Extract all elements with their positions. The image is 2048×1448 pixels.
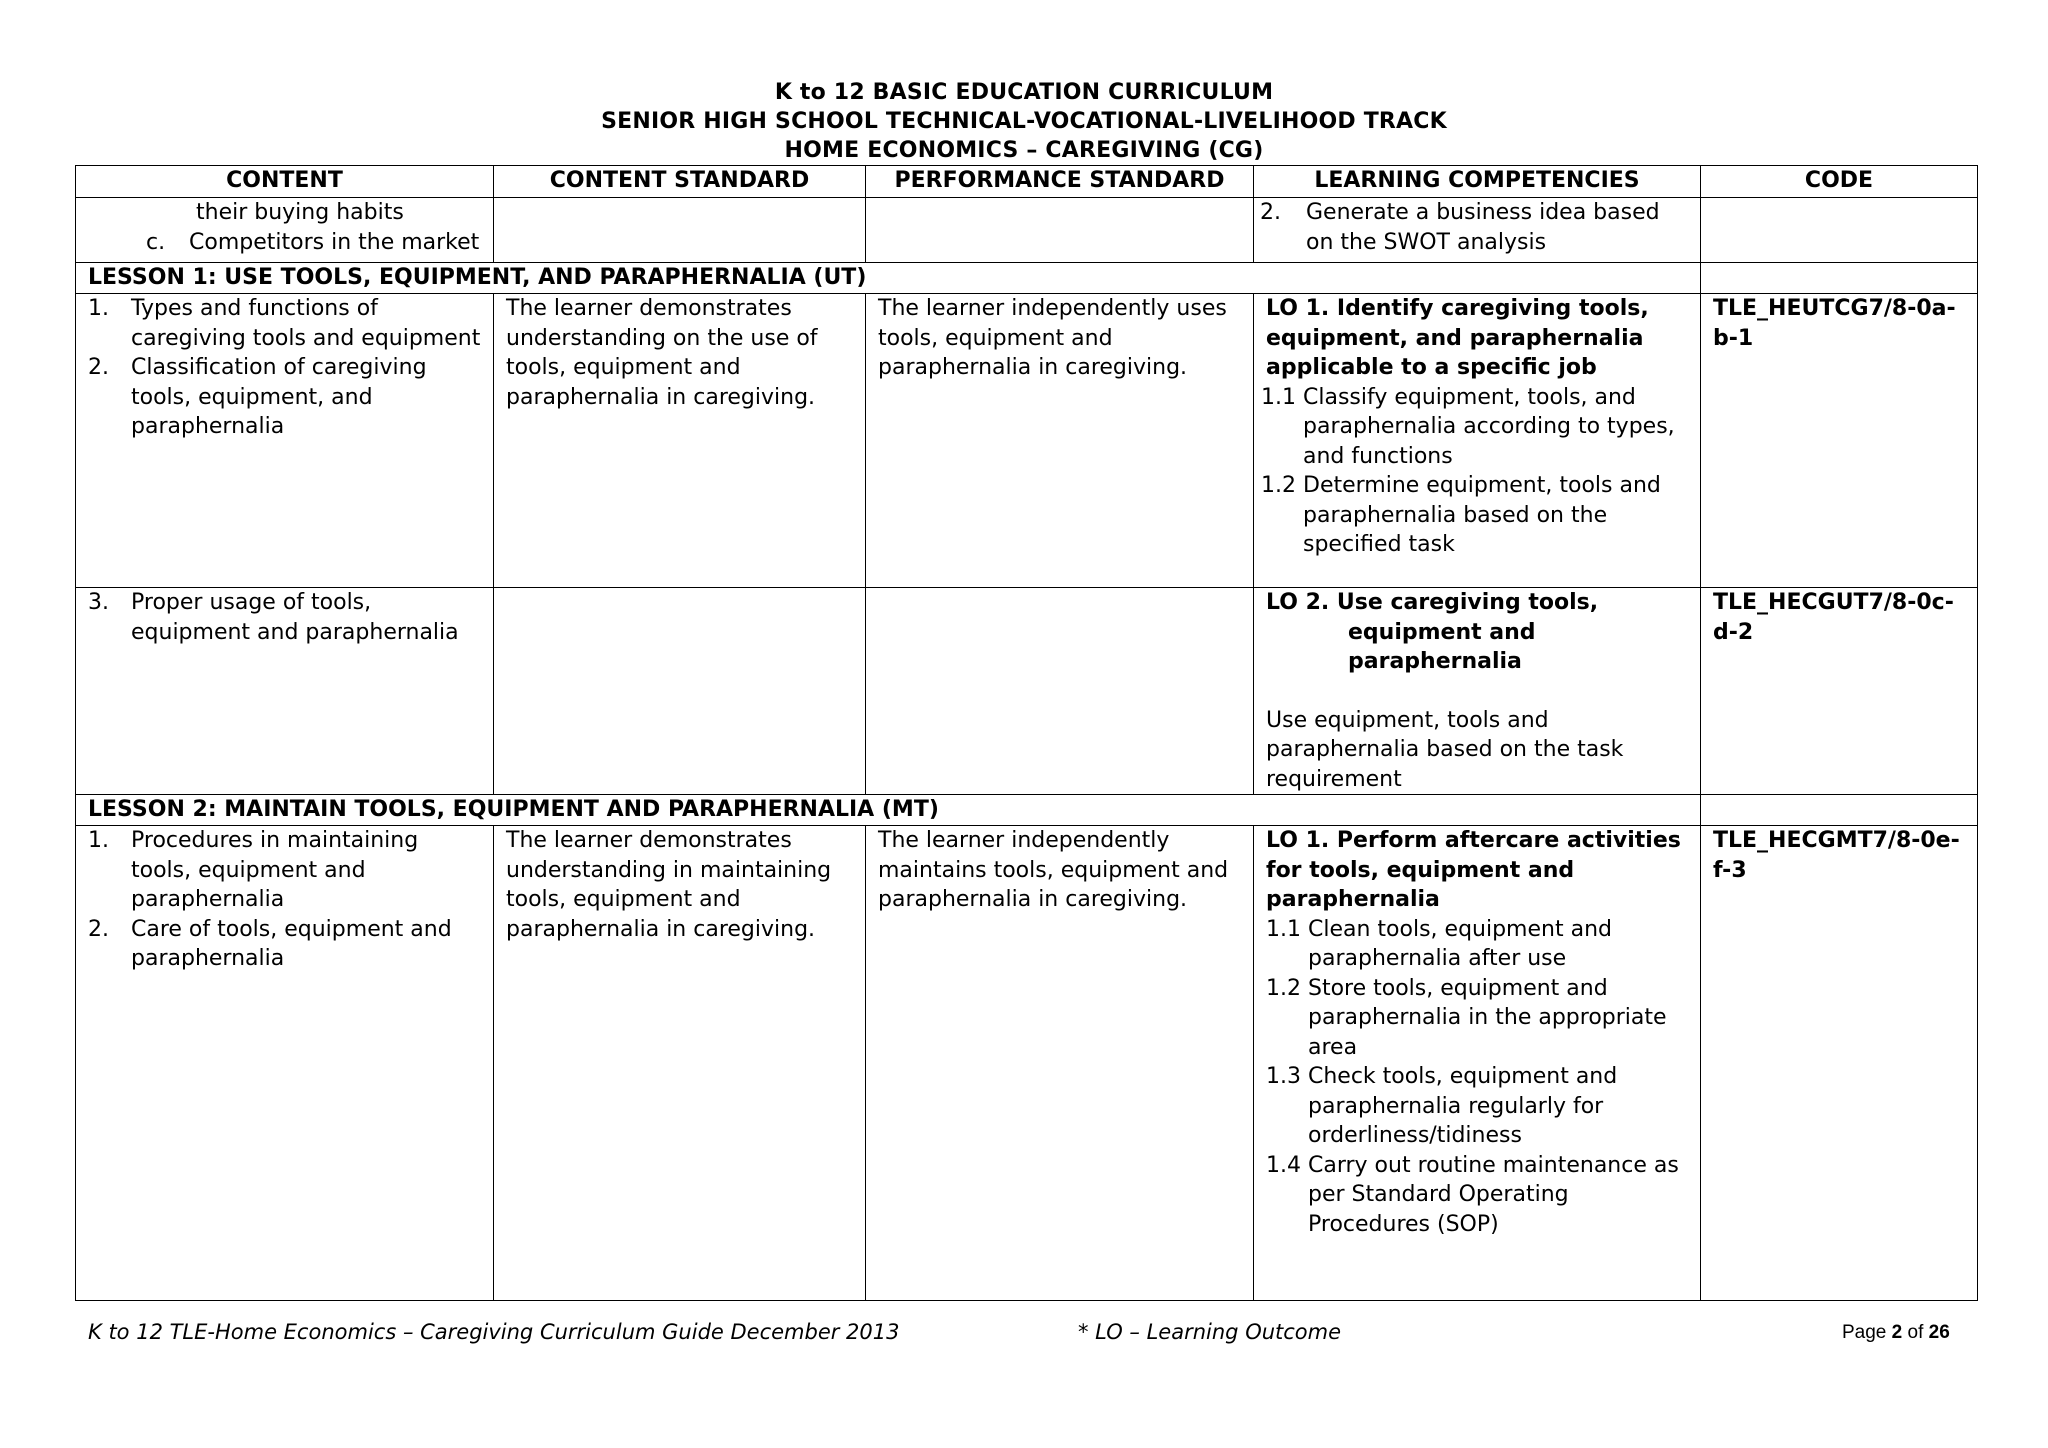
content-standard-cell	[494, 198, 866, 263]
doc-title-line-1: K to 12 BASIC EDUCATION CURRICULUM	[774, 80, 1274, 105]
lesson-row	[76, 795, 1978, 826]
list-item	[88, 826, 481, 915]
lo-item-text: Check tools, equipment and paraphernalia regularly for orderliness/tidiness	[1308, 1064, 1618, 1148]
list-item-number: 1.	[88, 296, 109, 321]
content-cell	[76, 198, 494, 263]
list-item-text: Classification of caregiving tools, equipment, and paraphernalia	[131, 355, 427, 439]
col-header-content: CONTENT	[76, 166, 494, 198]
content-standard-cell	[494, 588, 866, 795]
list-item	[88, 353, 481, 442]
lo-item-text: Store tools, equipment and paraphernalia in the appropriate area	[1308, 975, 1667, 1060]
lo-item	[1266, 1062, 1688, 1151]
list-item	[88, 588, 481, 647]
list-item-text: Procedures in maintaining tools, equipment and paraphernalia	[131, 828, 419, 912]
page-current: 2	[1891, 1322, 1903, 1343]
lo-title-line-3: paraphernalia	[1348, 649, 1522, 674]
lo-item-text: Carry out routine maintenance as per Standard Operating Procedures (SOP)	[1308, 1152, 1679, 1237]
lo-item-number: 1.2	[1266, 975, 1301, 1001]
lo-title: LO 1. Identify caregiving tools, equipment, and paraphernalia applicable to a specific job	[1266, 296, 1649, 380]
lesson-1-title: LESSON 1: USE TOOLS, EQUIPMENT, AND PARAPHERNALIA (UT)	[76, 263, 1701, 294]
content-item-c	[88, 228, 481, 258]
lc-item-number: 2.	[1260, 200, 1281, 225]
lo-title: LO 1. Perform aftercare activities for tools, equipment and paraphernalia	[1266, 828, 1681, 912]
col-header-content-standard: CONTENT STANDARD	[494, 166, 866, 198]
table-row	[76, 294, 1978, 588]
page-number	[1842, 1322, 1950, 1344]
code-cell: TLE_HEUTCG7/8-0a-b-1	[1701, 294, 1978, 588]
page-prefix: Page	[1842, 1322, 1892, 1343]
lesson-row	[76, 263, 1978, 294]
lo-title-line-2: equipment and	[1348, 619, 1536, 645]
lesson-2-title: LESSON 2: MAINTAIN TOOLS, EQUIPMENT AND PARAPHERNALIA (MT)	[76, 795, 1701, 826]
content-cell	[76, 588, 494, 795]
content-standard-cell: The learner demonstrates understanding on the use of tools, equipment and paraphernalia in caregiving.	[494, 294, 866, 588]
content-list	[88, 588, 481, 647]
performance-standard-cell: The learner independently uses tools, equipment and paraphernalia in caregiving.	[866, 294, 1254, 588]
page-total: 26	[1928, 1322, 1950, 1343]
learning-competency-cell	[1254, 198, 1701, 263]
col-header-code: CODE	[1701, 166, 1978, 198]
lo-item-number: 1.2	[1261, 473, 1296, 498]
content-continuation: their buying habits	[196, 200, 404, 225]
lc-item-text: Generate a business idea based on the SWOT analysis	[1306, 200, 1660, 255]
code-cell: TLE_HECGUT7/8-0c-d-2	[1701, 588, 1978, 795]
list-item-text: Proper usage of tools, equipment and paraphernalia	[131, 590, 459, 645]
lo-title-line-1: LO 2. Use caregiving tools,	[1266, 590, 1599, 615]
lo-item	[1261, 383, 1688, 472]
lesson-row-blank	[1701, 795, 1978, 826]
col-header-performance-standard: PERFORMANCE STANDARD	[866, 166, 1254, 198]
footer-lo-note: * LO – Learning Outcome	[1078, 1320, 1342, 1344]
lo-description: Use equipment, tools and paraphernalia based on the task requirement	[1266, 707, 1624, 792]
code-cell: TLE_HECGMT7/8-0e-f-3	[1701, 826, 1978, 1301]
table-row	[76, 588, 1978, 795]
content-standard-cell: The learner demonstrates understanding in maintaining tools, equipment and paraphernalia in caregiving.	[494, 826, 866, 1301]
table-row	[76, 198, 1978, 263]
code-cell	[1701, 198, 1978, 263]
list-item	[88, 915, 481, 974]
content-cell	[76, 826, 494, 1301]
lo-item-text: Clean tools, equipment and paraphernalia after use	[1308, 916, 1612, 971]
lc-item	[1260, 198, 1688, 257]
page-of: of	[1902, 1322, 1929, 1343]
col-header-learning-competencies: LEARNING COMPETENCIES	[1254, 166, 1701, 198]
list-item-text: Types and functions of caregiving tools and equipment	[131, 296, 481, 351]
curriculum-table	[75, 165, 1978, 1301]
lo-item	[1266, 915, 1688, 974]
list-item-number: 1.	[88, 828, 109, 853]
performance-standard-cell	[866, 588, 1254, 795]
doc-title-line-2: SENIOR HIGH SCHOOL TECHNICAL-VOCATIONAL-LIVELIHOOD TRACK	[601, 109, 1447, 134]
list-item-number: 3.	[88, 590, 109, 615]
table-row	[76, 826, 1978, 1301]
lo-item	[1261, 471, 1688, 560]
content-cell	[76, 294, 494, 588]
list-item-number: 2.	[88, 355, 109, 380]
doc-title-line-3: HOME ECONOMICS – CAREGIVING (CG)	[784, 138, 1264, 163]
lo-item-text: Classify equipment, tools, and paraphernalia according to types, and functions	[1303, 384, 1675, 469]
lo-item-text: Determine equipment, tools and paraphernalia based on the specified task	[1303, 473, 1661, 557]
learning-competency-cell	[1254, 588, 1701, 795]
lo-item-number: 1.1	[1261, 384, 1296, 410]
learning-competency-cell	[1254, 294, 1701, 588]
list-item	[88, 294, 481, 353]
lesson-row-blank	[1701, 263, 1978, 294]
lo-item-number: 1.3	[1266, 1064, 1301, 1089]
content-item-text: Competitors in the market	[189, 229, 480, 255]
lo-item	[1266, 974, 1688, 1063]
performance-standard-cell: The learner independently maintains tools, equipment and paraphernalia in caregiving.	[866, 826, 1254, 1301]
content-list	[88, 294, 481, 442]
list-item-number: 2.	[88, 916, 109, 942]
learning-competency-cell	[1254, 826, 1701, 1301]
lo-item	[1266, 1151, 1688, 1240]
table-header-row	[76, 166, 1978, 198]
content-item-letter: c.	[146, 229, 166, 255]
lo-item-number: 1.1	[1266, 916, 1301, 942]
list-item-text: Care of tools, equipment and paraphernalia	[131, 916, 452, 971]
footer-guide-title: K to 12 TLE-Home Economics – Caregiving Curriculum Guide December 2013	[88, 1320, 900, 1344]
content-list	[88, 826, 481, 974]
performance-standard-cell	[866, 198, 1254, 263]
lo-item-number: 1.4	[1266, 1152, 1301, 1178]
